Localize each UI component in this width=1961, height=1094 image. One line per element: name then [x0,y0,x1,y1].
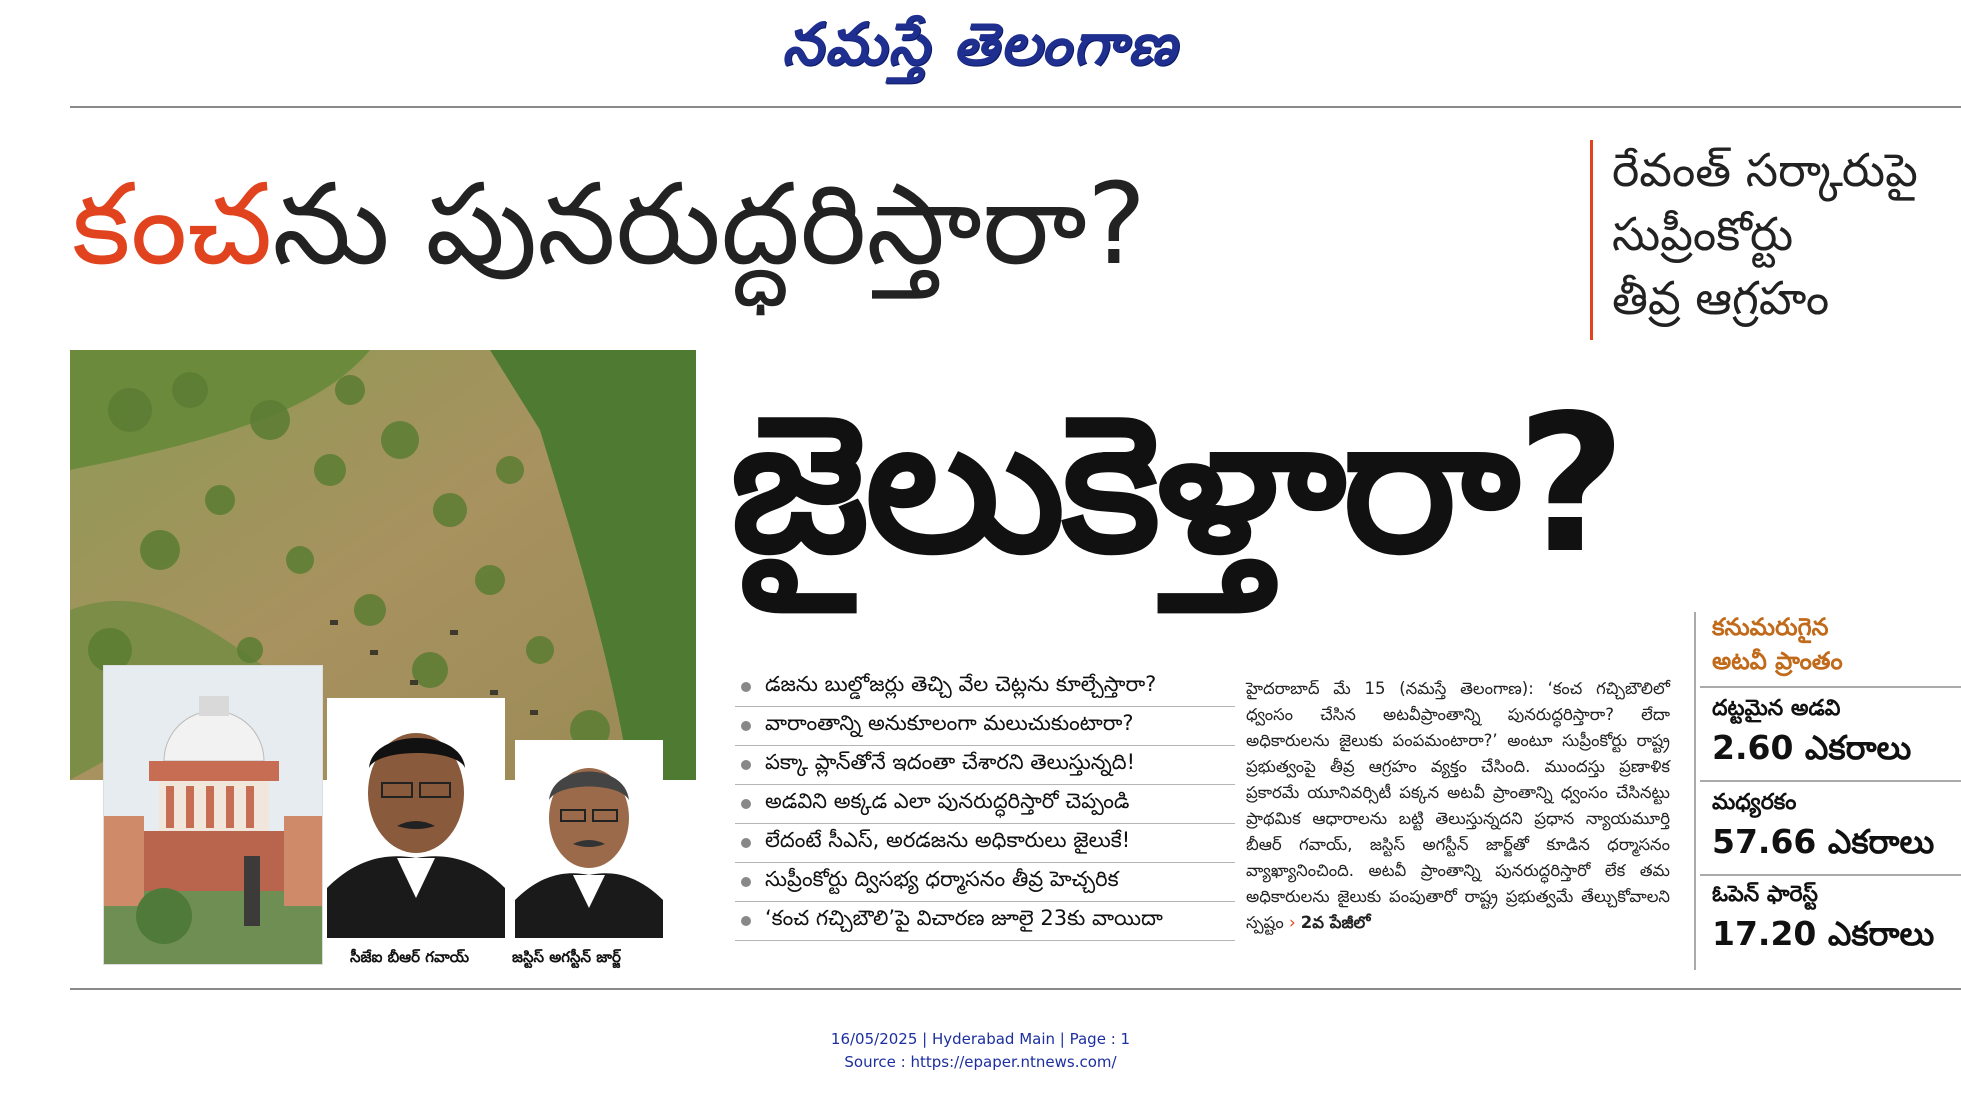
side-blurb-line: రేవంత్ సర్కారుపై [1612,143,1918,197]
footer-date-line: 16/05/2025 | Hyderabad Main | Page : 1 [830,1030,1131,1048]
bullet-item [735,863,1235,902]
bullet-item [735,707,1235,746]
stats-heading [1712,610,1952,678]
side-blurb-line: సుప్రీంకోర్టు [1612,207,1794,261]
supreme-court-photo [103,665,323,965]
headline-black-part: ను పునరుద్ధరిస్తారా? [272,160,1147,290]
bullet-dot-icon [741,682,751,692]
bullet-dot-icon [741,877,751,887]
stat-value: 57.66 ఎకరాలు [1712,822,1935,861]
bullet-dot-icon [741,799,751,809]
george-caption: జస్టిస్ అగస్టీన్ జార్జ్ [512,948,621,966]
cji-gavai-photo [327,698,505,938]
bullet-dot-icon [741,721,751,731]
stat-rule [1700,780,1961,782]
stats-heading-line: అటవీ ప్రాంతం [1712,647,1843,675]
jump-link[interactable]: 2వ పేజీలో [1300,913,1371,932]
gavai-caption: సీజేఐ బీఆర్ గవాయ్ [350,948,470,966]
bullet-item [735,668,1235,707]
bullet-text: డజను బుల్డోజర్లు తెచ్చి వేల చెట్లను కూల్చేస్తారా? [765,672,1157,696]
bullet-text: వారాంతాన్ని అనుకూలంగా మలుచుకుంటారా? [765,711,1134,735]
headline-red-part: కంచ [72,160,273,290]
side-blurb-line: తీవ్ర ఆగ్రహం [1612,271,1830,325]
side-blurb-rule [1590,140,1593,340]
stats-divider [1694,612,1696,970]
side-blurb [1612,138,1952,330]
masthead [0,0,1961,108]
article-body-text: హైదరాబాద్ మే 15 (నమస్తే తెలంగాణ): ‘కంచ గచ్చిబౌలిలో ధ్వంసం చేసిన అటవీప్రాంతాన్ని పునరుద్ధరిస్తారా? లేదా అధికారులను జైలుకు పంపమంటారా?’ అంటూ సుప్రీంకోర్టు రాష్ట్ర ప్రభుత్వంపై తీవ్ర ఆగ్రహం వ్యక్తం చేసింది. ముందస్తు ప్రణాళిక ప్రకారమే యూనివర్సిటీ పక్కన అటవీ ప్రాంతాన్ని ధ్వంసం చేసినట్టు ప్రాథమిక ఆధారాలను బట్టి తెలుస్తున్నదని ప్రధాన న్యాయమూర్తి బీఆర్ గవాయ్, జస్టిస్ అగస్టీన్ జార్జ్‌తో కూడిన ధర్మాసనం వ్యాఖ్యానించింది. అటవీ ప్రాంతాన్ని పునరుద్ధరిస్తారో లేక తమ అధికారులను జైలుకు పంపుతారో రాష్ట్ర ప్రభుత్వమే తేల్చుకోవాలని స్పష్టం [1246,679,1670,932]
bullet-text: పక్కా ప్లాన్‌తోనే ఇదంతా చేశారని తెలుస్తున్నది! [765,750,1136,774]
supreme-court-graphic [104,666,322,964]
stat-label: ఓపెన్ ఫారెస్ట్ [1712,882,1818,907]
george-portrait [515,740,663,938]
bullet-dot-icon [741,916,751,926]
justice-george-photo [515,740,663,938]
bullet-item [735,902,1235,941]
article-body [1246,676,1670,936]
bullet-dot-icon [741,838,751,848]
masthead-title: నమస్తే తెలంగాణ [782,10,1178,78]
footer-rule [70,988,1961,990]
stat-value: 17.20 ఎకరాలు [1712,914,1935,953]
stat-value: 2.60 ఎకరాలు [1712,728,1912,767]
bullet-text: లేదంటే సీఎస్, అరడజను అధికారులు జైలుకే! [765,828,1131,852]
bullet-item [735,785,1235,824]
main-headline [72,150,1582,300]
bullet-list [735,668,1235,941]
stat-label: దట్టమైన అడవి [1712,696,1841,721]
stat-rule [1700,874,1961,876]
jump-arrow-icon: › [1288,913,1296,932]
bullet-dot-icon [741,760,751,770]
gavai-portrait [327,698,505,938]
stat-label: మధ్యరకం [1712,790,1797,815]
masthead-rule [70,106,1961,108]
stat-rule [1700,686,1961,688]
bullet-item [735,824,1235,863]
bullet-text: సుప్రీంకోర్టు ద్విసభ్య ధర్మాసనం తీవ్ర హెచ్చరిక [765,867,1119,891]
bullet-text: అడవిని అక్కడ ఎలా పునరుద్ధరిస్తారో చెప్పండి [765,789,1130,813]
stats-heading-line: కనుమరుగైన [1712,613,1829,641]
bullet-text: ‘కంచ గచ్చిబౌలి’పై విచారణ జూలై 23కు వాయిదా [765,906,1163,930]
bullet-item [735,746,1235,785]
big-headline: జైలుకెళ్తారా? [730,374,1623,595]
footer-source-line[interactable]: Source : https://epaper.ntnews.com/ [844,1053,1117,1071]
